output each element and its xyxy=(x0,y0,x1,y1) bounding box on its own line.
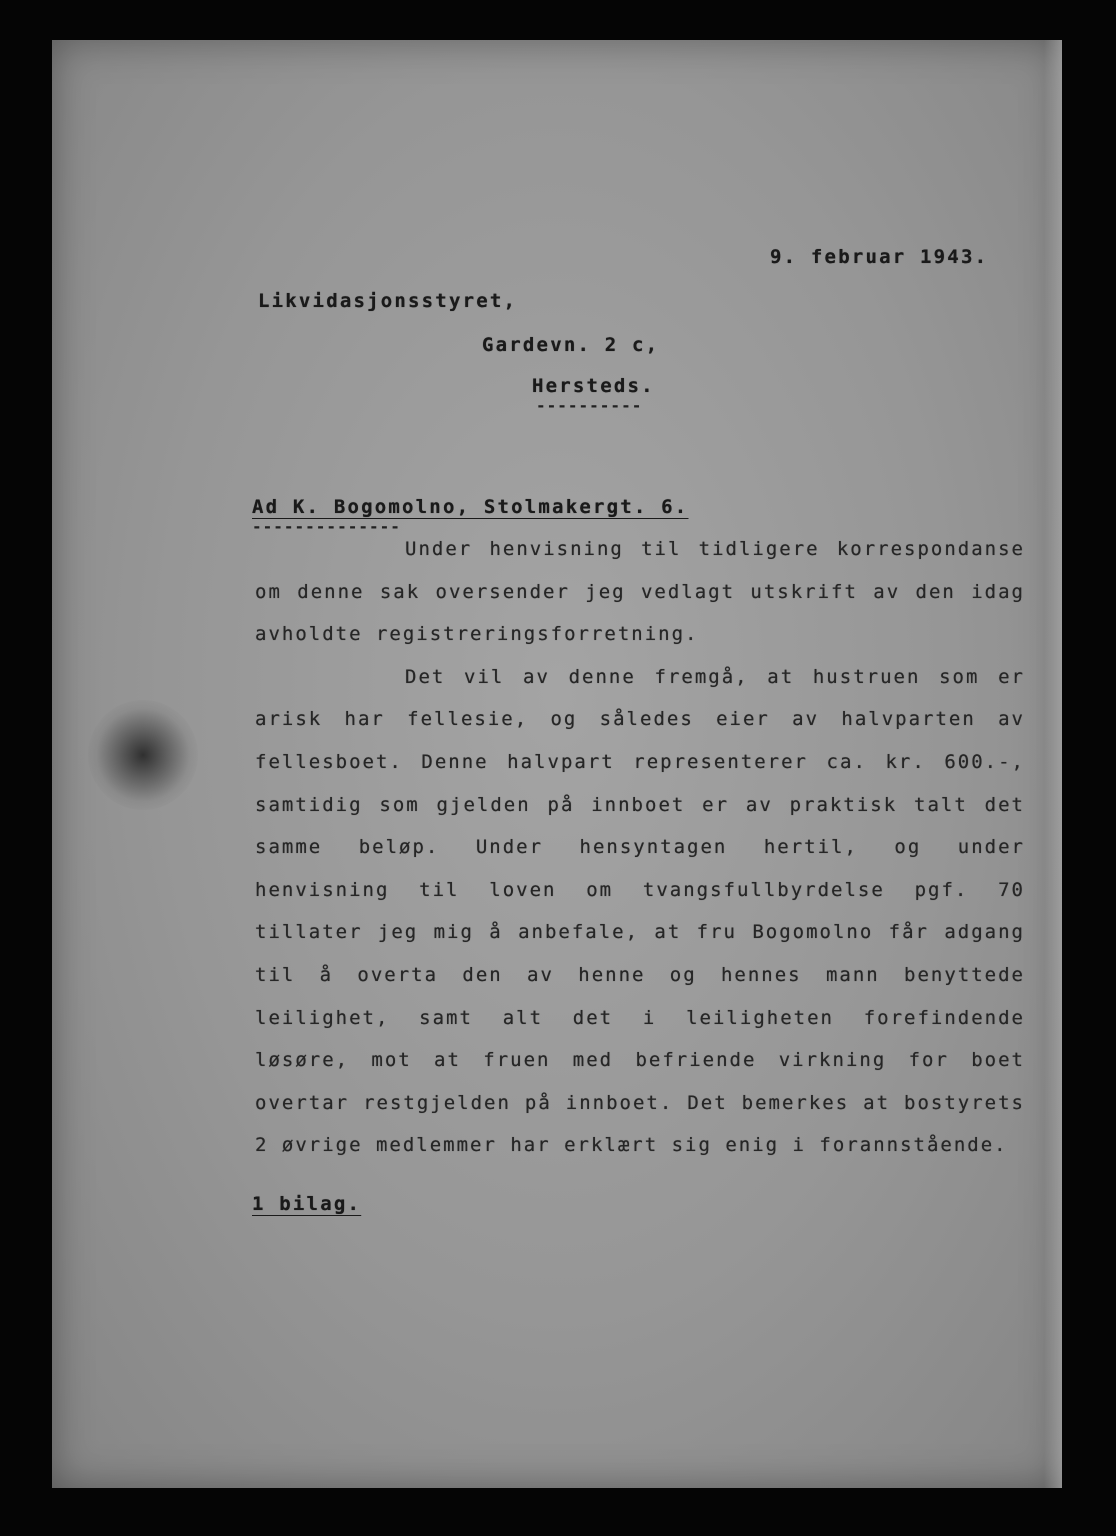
subject-divider: -------------- xyxy=(252,517,401,536)
recipient-city: Hersteds. xyxy=(532,375,655,397)
enclosure-note: 1 bilag. xyxy=(252,1193,362,1215)
recipient-street: Gardevn. 2 c, xyxy=(482,334,660,356)
recipient-name: Likvidasjonsstyret, xyxy=(258,290,518,312)
body-paragraph-2: Det vil av denne fremgå, at hustruen som er arisk har fellesie, og således eier av halvparten av fellesboet. Denne halvpart representerer ca. kr. 600.-, samtidig som gjelden på innboet er av praktisk talt det samme beløp. Under hensyntagen hertil, og under henvisning til loven om tvangsfullbyrdelse pgf. 70 tillater jeg mig å anbefale, at fru Bogomolno får adgang til å overta den av henne og hennes mann benyttede leilighet, samt alt det i leiligheten forefindende løsøre, mot at fruen med befriende virkning for boet overtar restgjelden på innboet. Det bemerkes at bostyrets 2 øvrige medlemmer har erklært sig enig i forannstående. xyxy=(255,665,1025,1157)
letter-date: 9. februar 1943. xyxy=(770,246,989,268)
letter-body xyxy=(255,528,1025,1167)
ink-stain xyxy=(88,700,198,810)
letter-subject: Ad K. Bogomolno, Stolmakergt. 6. xyxy=(252,496,689,518)
recipient-divider: ---------- xyxy=(536,396,643,415)
paper-edge xyxy=(1044,40,1062,1488)
body-paragraph-1: Under henvisning til tidligere korrespondanse om denne sak oversender jeg vedlagt utskrift av den idag avholdte registreringsforretning. xyxy=(255,538,1025,646)
